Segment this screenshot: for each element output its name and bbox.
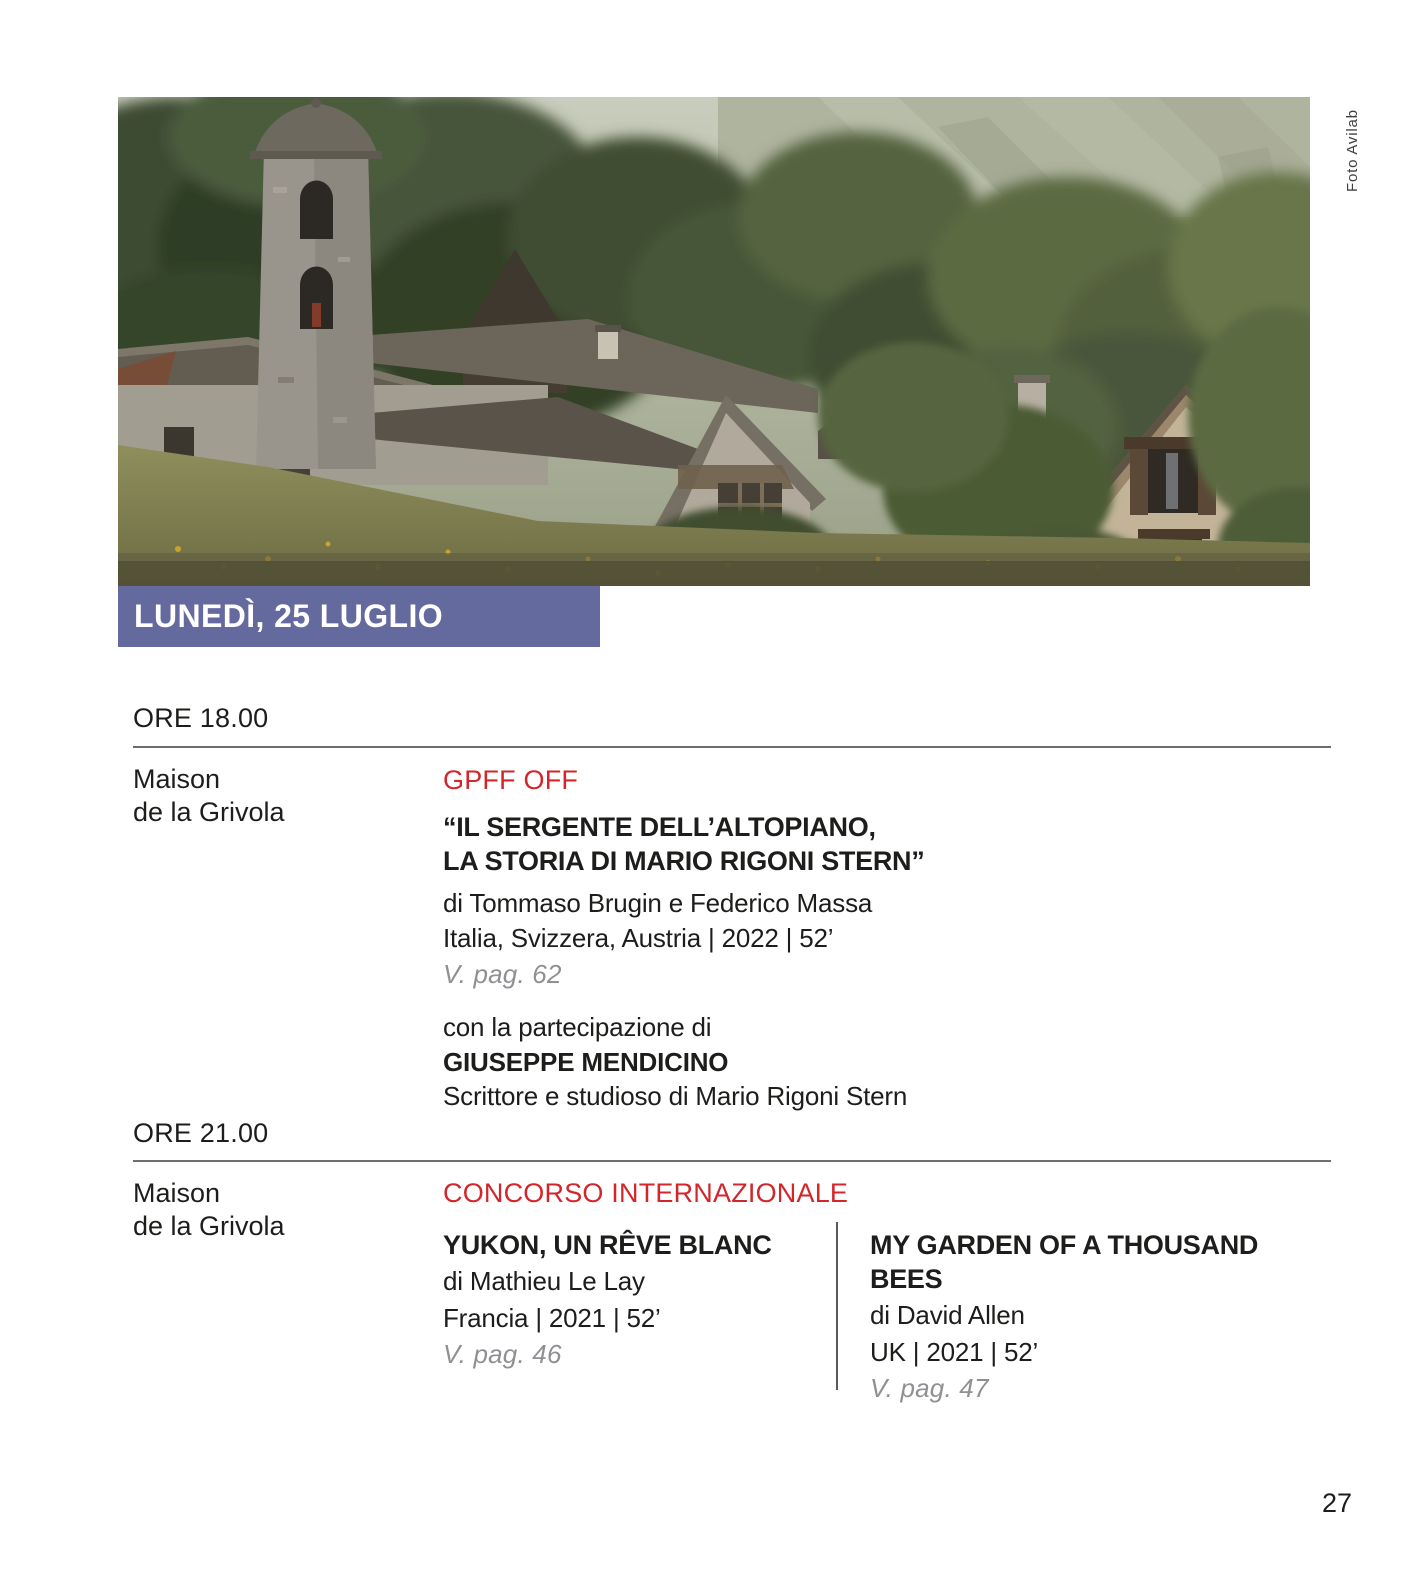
time-header-18: ORE 18.00 [133, 703, 269, 733]
film-country-year: Italia, Svizzera, Austria | 2022 | 52’ [443, 923, 834, 953]
date-banner-label: LUNEDÌ, 25 LUGLIO [134, 598, 444, 634]
film-yukon-country-year: Francia | 2021 | 52’ [443, 1303, 661, 1333]
guest-name: GIUSEPPE MENDICINO [443, 1047, 729, 1077]
section-rule-2 [133, 1160, 1331, 1162]
film-director: di Tommaso Brugin e Federico Massa [443, 888, 873, 918]
village-photo [118, 97, 1310, 586]
film-meta [443, 886, 924, 992]
page-number: 27 [1322, 1488, 1353, 1518]
film-garden-director: di David Allen [870, 1300, 1025, 1330]
bell-tower [250, 98, 382, 469]
venue-2-line-1: Maison [133, 1178, 221, 1208]
time-header-21: ORE 21.00 [133, 1118, 269, 1148]
venue-1 [133, 763, 285, 829]
section-rule-1 [133, 746, 1331, 748]
section-label-gpff-off: GPFF OFF [443, 765, 579, 795]
section-label-concorso: CONCORSO INTERNAZIONALE [443, 1178, 849, 1208]
film-garden [870, 1228, 1331, 1406]
film-title-line-2: LA STORIA DI MARIO RIGONI STERN” [443, 846, 925, 876]
film-yukon-director: di Mathieu Le Lay [443, 1266, 645, 1296]
film-title-line-1: “IL SERGENTE DELL’ALTOPIANO, [443, 812, 876, 842]
venue-1-line-2: de la Grivola [133, 797, 285, 827]
venue-2 [133, 1177, 285, 1243]
guest-intro: con la partecipazione di [443, 1012, 712, 1042]
film-yukon-page-ref: V. pag. 46 [443, 1339, 562, 1369]
film-page-ref: V. pag. 62 [443, 959, 562, 989]
village-photo-art [118, 97, 1310, 586]
film-garden-title: MY GARDEN OF A THOUSAND BEES [870, 1230, 1259, 1294]
film-garden-country-year: UK | 2021 | 52’ [870, 1337, 1039, 1367]
column-divider [836, 1222, 838, 1390]
film-garden-page-ref: V. pag. 47 [870, 1373, 989, 1403]
film-yukon-title: YUKON, UN RÊVE BLANC [443, 1230, 772, 1260]
film-title-sergente [443, 810, 924, 878]
venue-1-line-1: Maison [133, 764, 221, 794]
date-banner [118, 586, 600, 647]
films-row [443, 1228, 1331, 1408]
event-2100 [443, 1178, 848, 1209]
guest-block [443, 1010, 924, 1114]
venue-2-line-2: de la Grivola [133, 1211, 285, 1241]
guest-role: Scrittore e studioso di Mario Rigoni Stern [443, 1081, 908, 1111]
photo-credit: Foto Avilab [1344, 109, 1361, 192]
event-1800 [443, 765, 924, 1114]
film-yukon [443, 1228, 823, 1372]
